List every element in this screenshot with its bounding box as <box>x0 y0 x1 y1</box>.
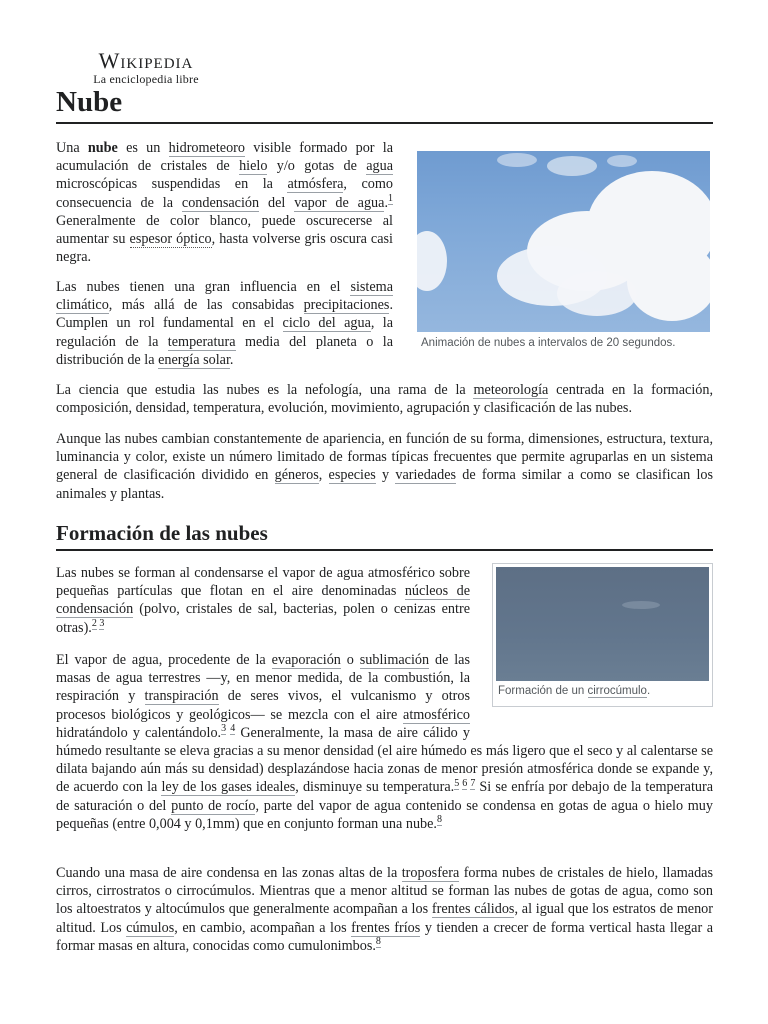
figure-caption: Formación de un cirrocúmulo. <box>498 685 651 697</box>
wikipedia-logo[interactable] <box>76 49 216 86</box>
link-especies[interactable]: especies <box>328 467 376 484</box>
nefologia-paragraph: La ciencia que estudia las nubes es la nefología, una rama de la meteorología centrada en la formación, composición, densidad, temperatura, evolución, movimiento, agrupación y clasificación de las nubes. <box>56 382 713 417</box>
link-cumulos[interactable]: cúmulos <box>126 919 175 936</box>
link-ciclo-del-agua[interactable]: ciclo del agua <box>282 315 371 332</box>
link-variedades[interactable]: variedades <box>395 467 457 484</box>
link-sistema-climatico[interactable]: sistema climático <box>56 279 393 314</box>
link-meteorologia[interactable]: meteorología <box>473 382 549 398</box>
classification-paragraph: Aunque las nubes cambian constantemente de apariencia, en función de su forma, dimensiones, estructura, textura, luminancia y color, existe un número limitado de formas típicas frecuentes que permite agruparlas en un sistema general de clasificación dividido en géneros, especies y variedades de forma similar a como se clasifican los animales y plantas. <box>56 431 714 502</box>
reference-8b[interactable]: 8 <box>375 936 381 948</box>
link-frentes-calidos[interactable]: frentes cálidos <box>431 901 515 918</box>
link-frentes-frios[interactable]: frentes fríos <box>351 919 421 936</box>
reference-3[interactable]: 3 <box>99 617 105 629</box>
climate-paragraph: Las nubes tienen una gran influencia en el sistema climático, más allá de las consabidas precipitaciones. Cumplen un rol fundamental en el ciclo del agua, la regulación de la temperatura media del planeta o la distribución de la energía solar. <box>56 279 393 368</box>
link-transpiracion[interactable]: transpiración <box>144 688 219 705</box>
link-nucleos-de-condensacion[interactable]: núcleos de condensación <box>56 583 471 618</box>
link-atmosfera[interactable]: atmósfera <box>287 176 344 193</box>
link-hidrometeoro[interactable]: hidrometeoro <box>168 140 245 156</box>
vapor-paragraph: El vapor de agua, procedente de la evaporación o sublimación de las masas de agua terrestres —y, en menor medida, de la combustión, la respiración y transpiración de seres vivos, el vulcanismo y otros procesos biológicos y geológicos— se mezcla con el aire atmosférico hidratándolo y calentándolo.$^{3 4}$ Generalmente, la masa de aire cálido y húmedo resultante se eleva gracias a su menor densidad (el aire húmedo es más ligero que el seco y al calentarse se dilata bajando aún más su densidad) desplazándose hacia zonas de menor presión atmosférica donde se expande y, de acuerdo con la ley de los gases ideales, disminuye su temperatura.$^{5 6 7}$ Si se enfría por debajo de la temperatura de saturación o del punto de rocío, parte del vapor de agua contenido se condensa en gotas de agua o hielo muy pequeñas (entre 0,004 y 0,1mm) que en conjunto forman una nube.$^8$ <box>56 652 714 832</box>
intro-paragraph: Una nube es un hidrometeoro visible formado por la acumulación de cristales de hielo y/o gotas de agua microscópicas suspendidas en la atmósfera, como consecuencia de la condensación del vapor de agua.$^1$ Generalmente de color blanco, puede oscurecerse al aumentar su espesor óptico, hasta volverse gris oscura casi negra. <box>56 140 394 266</box>
figure-float-spacer <box>470 651 713 736</box>
link-hielo[interactable]: hielo <box>239 158 268 175</box>
link-precipitaciones[interactable]: precipitaciones <box>303 297 390 314</box>
link-punto-de-rocio[interactable]: punto de rocío <box>171 797 256 814</box>
link-espesor-optico[interactable]: espesor óptico <box>129 231 212 248</box>
term-bold: nube <box>87 140 118 156</box>
link-evaporacion[interactable]: evaporación <box>271 652 341 668</box>
figure-caption: Animación de nubes a intervalos de 20 segundos. <box>421 337 676 349</box>
reference-8[interactable]: 8 <box>436 814 442 826</box>
link-troposfera[interactable]: troposfera <box>401 865 460 881</box>
formation-paragraph: Las nubes se forman al condensarse el vapor de agua atmosférico sobre pequeñas partículas que flotan en el aire denominadas núcleos de condensación (polvo, cristales de sal, bacterias, polen o cenizas entre otras).$^{2 3}$ <box>56 565 471 636</box>
cloud-animation-image[interactable] <box>417 151 710 332</box>
link-ley-gases-ideales[interactable]: ley de los gases ideales <box>161 779 296 796</box>
reference-6[interactable]: 6 <box>462 777 468 789</box>
link-condensacion[interactable]: condensación <box>181 194 260 211</box>
reference-5[interactable]: 5 <box>454 777 460 789</box>
link-temperatura[interactable]: temperatura <box>167 333 236 350</box>
link-agua[interactable]: agua <box>366 158 394 175</box>
link-sublimacion[interactable]: sublimación <box>359 652 430 668</box>
link-generos[interactable]: géneros <box>274 467 319 484</box>
link-vapor-de-agua[interactable]: vapor de agua <box>294 194 385 211</box>
figure-cloud-animation <box>417 151 710 356</box>
reference-4[interactable]: 4 <box>230 723 236 735</box>
link-cirrocumulo[interactable]: cirrocúmulo <box>587 685 647 697</box>
reference-3b[interactable]: 3 <box>221 723 227 735</box>
link-energia-solar[interactable]: energía solar <box>158 351 230 368</box>
reference-2[interactable]: 2 <box>91 617 97 629</box>
reference-1[interactable]: 1 <box>387 192 393 204</box>
reference-7[interactable]: 7 <box>470 777 476 789</box>
altitude-paragraph: Cuando una masa de aire condensa en las zonas altas de la troposfera forma nubes de cristales de hielo, llamadas cirros, cirrostratos o cirrocúmulos. Mientras que a menor altitud se forman las nubes de gotas de agua, como son los altoestratos y altocúmulos que generalmente acompañan a los frentes cálidos, al igual que los estratos de menor altitud. Los cúmulos, en cambio, acompañan a los frentes fríos y tienden a crecer de forma vertical hasta llegar a formar masas en altura, conocidas como cumulonimbos.$^8$ <box>56 865 714 954</box>
section-heading-formacion: Formación de las nubes <box>56 519 713 551</box>
page-title: Nube <box>56 84 713 124</box>
link-atmosferico[interactable]: atmosférico <box>403 706 470 723</box>
logo-tagline: La enciclopedia libre <box>93 72 199 86</box>
logo-wordmark: Wikipedia <box>98 48 194 73</box>
